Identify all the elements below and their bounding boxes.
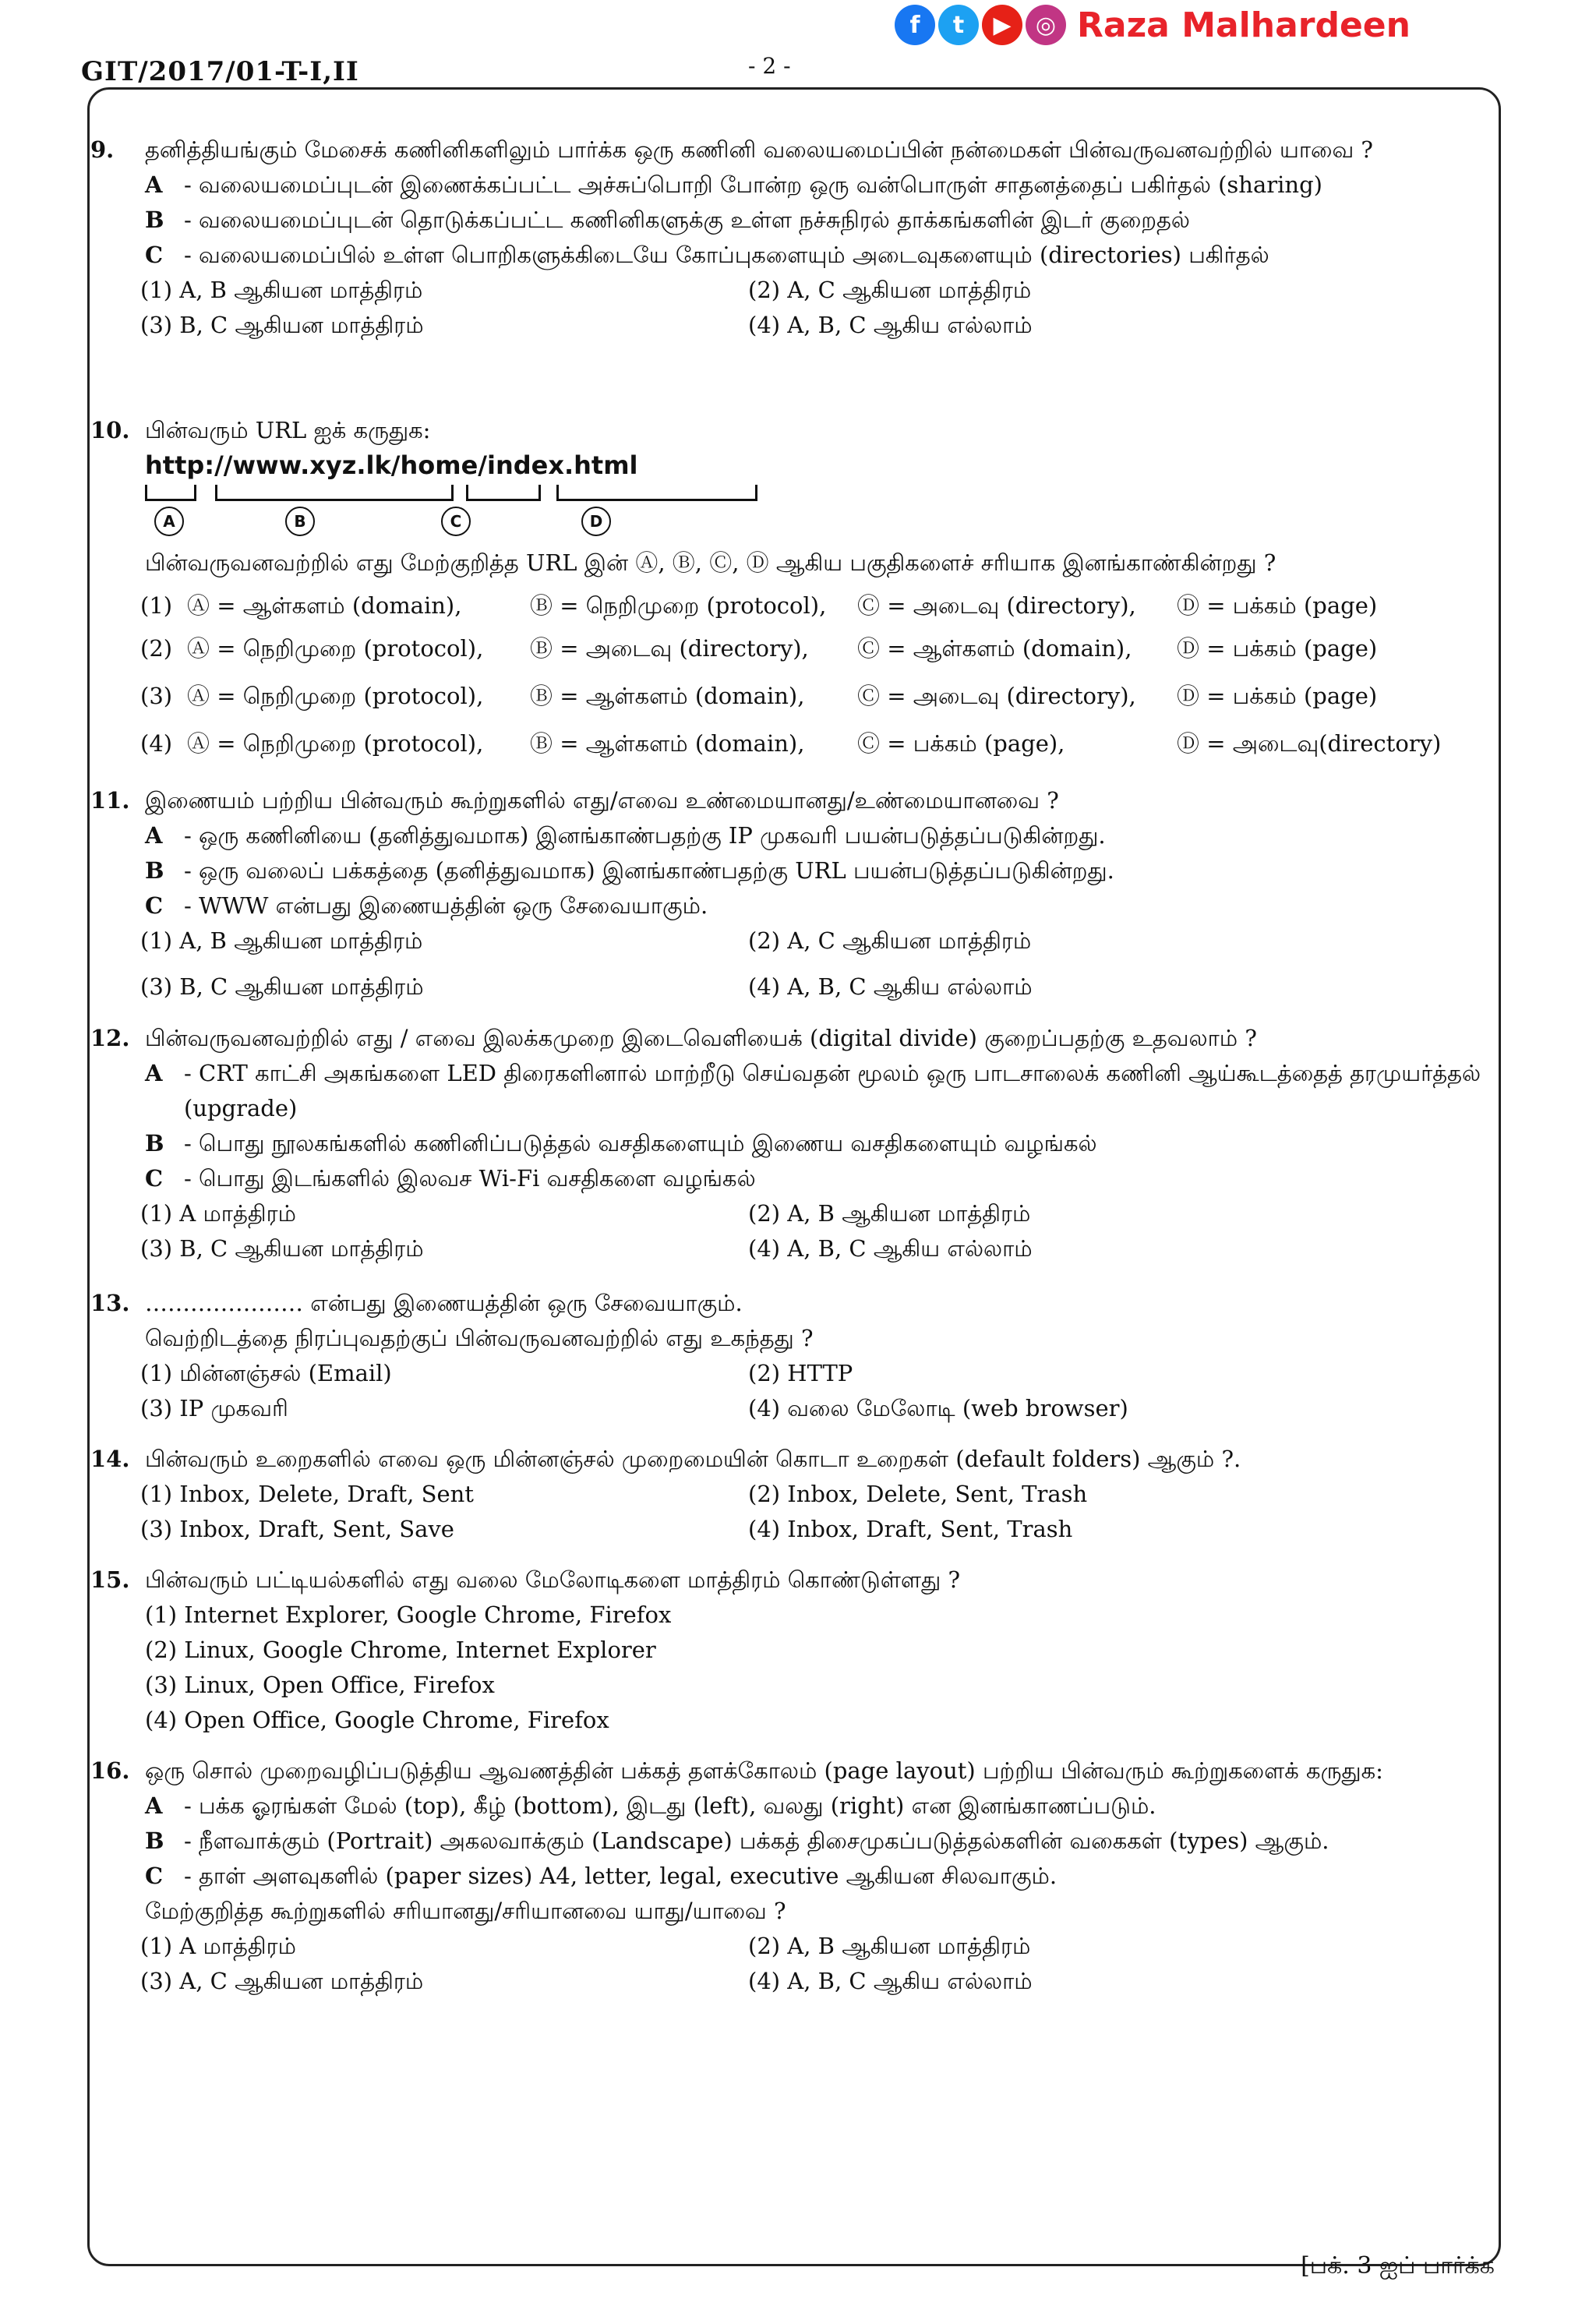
bracket-d [556, 485, 757, 501]
option-2: (2) A, B ஆகியன மாத்திரம் [748, 1933, 1031, 1959]
option-1: (1) A மாத்திரம் [140, 1200, 296, 1227]
option-1: (1) Ⓐ = ஆள்களம் (domain), Ⓑ = நெறிமுறை (protocol), Ⓒ = அடைவு (directory), Ⓓ = பக்கம் (page) [140, 592, 1378, 619]
question-number: 11. [90, 787, 130, 814]
option-2: (2) Ⓐ = நெறிமுறை (protocol), Ⓑ = அடைவு (directory), Ⓒ = ஆள்களம் (domain), Ⓓ = பக்கம் (page) [140, 635, 1378, 662]
option-1: (1) Internet Explorer, Google Chrome, Firefox [145, 1601, 672, 1628]
brand-banner [895, 5, 1411, 45]
question-prompt: மேற்குறித்த கூற்றுகளில் சரியானது/சரியானவை யாது/யாவை ? [145, 1898, 786, 1924]
part-a-label: A [154, 507, 184, 536]
statement-b: B - ஒரு வலைப் பக்கத்தை (தனித்துவமாக) இனங்காண்பதற்கு URL பயன்படுத்தப்படுகின்றது. [145, 857, 1114, 884]
statement-b: B - பொது நூலகங்களில் கணினிப்படுத்தல் வசதிகளையும் இணைய வசதிகளையும் வழங்கல் [145, 1130, 1097, 1157]
question-text: பின்வரும் உறைகளில் எவை ஒரு மின்னஞ்சல் முறைமையின் கொடா உறைகள் (default folders) ஆகும் ?. [145, 1446, 1241, 1472]
bracket-a [145, 485, 196, 501]
question-10 [90, 413, 1485, 761]
option-2: (2) A, C ஆகியன மாத்திரம் [748, 277, 1032, 303]
question-text: ஒரு சொல் முறைவழிப்படுத்திய ஆவணத்தின் பக்கத் தளக்கோலம் (page layout) பற்றிய பின்வரும் கூற்றுகளைக் கருதுக: [145, 1757, 1383, 1784]
answer-options [90, 1598, 1485, 1738]
question-11 [90, 783, 1485, 1005]
statement-b: B - வலையமைப்புடன் தொடுக்கப்பட்ட கணினிகளுக்கு உள்ள நச்சுநிரல் தாக்கங்களின் இடர் குறைதல் [145, 207, 1190, 233]
instagram-icon: ◎ [1026, 5, 1066, 45]
statement-a: A - பக்க ஓரங்கள் மேல் (top), கீழ் (bottom), இடது (left), வலது (right) என இனங்காணப்படும். [145, 1792, 1156, 1819]
part-d-label: D [581, 507, 611, 536]
statement-b: B - நீளவாக்கும் (Portrait) அகலவாக்கும் (Landscape) பக்கத் திசைமுகப்படுத்தல்களின் வகைகள் (types) ஆகும். [145, 1827, 1329, 1854]
option-1: (1) A, B ஆகியன மாத்திரம் [140, 927, 423, 954]
answer-options [90, 273, 1485, 343]
url-part-brackets [145, 483, 1485, 546]
answer-options [90, 1929, 1485, 1999]
option-1: (1) மின்னஞ்சல் (Email) [140, 1360, 392, 1386]
option-3: (3) Linux, Open Office, Firefox [145, 1672, 495, 1698]
part-c-label: C [441, 507, 471, 536]
question-12 [90, 1021, 1485, 1266]
question-text: பின்வரும் URL ஐக் கருதுக: [145, 417, 431, 443]
question-text: பின்வருவனவற்றில் எது / எவை இலக்கமுறை இடைவெளியைக் (digital divide) குறைப்பதற்கு உதவலாம் ? [145, 1025, 1257, 1051]
option-3: (3) Inbox, Draft, Sent, Save [140, 1516, 454, 1542]
question-number: 15. [90, 1566, 130, 1593]
option-1: (1) A மாத்திரம் [140, 1933, 296, 1959]
question-15 [90, 1563, 1485, 1738]
question-text: இணையம் பற்றிய பின்வரும் கூற்றுகளில் எது/எவை உண்மையானது/உண்மையானவை ? [145, 787, 1059, 814]
question-number: 12. [90, 1025, 130, 1051]
option-2: (2) HTTP [748, 1360, 853, 1386]
option-3: (3) B, C ஆகியன மாத்திரம் [140, 973, 424, 1000]
question-number: 16. [90, 1757, 130, 1784]
brand-name: Raza Malhardeen [1077, 5, 1411, 45]
question-text: தனித்தியங்கும் மேசைக் கணினிகளிலும் பார்க்க ஒரு கணினி வலையமைப்பின் நன்மைகள் பின்வருவனவற்றில் யாவை ? [145, 136, 1373, 163]
youtube-icon: ▶ [982, 5, 1022, 45]
url-example: http://www.xyz.lk/home/index.html [145, 450, 638, 480]
part-b-label: B [285, 507, 315, 536]
question-14 [90, 1442, 1485, 1547]
question-text: ………………… என்பது இணையத்தின் ஒரு சேவையாகும். [145, 1290, 743, 1316]
statement-a: A - ஒரு கணினியை (தனித்துவமாக) இனங்காண்பதற்கு IP முகவரி பயன்படுத்தப்படுகின்றது. [145, 822, 1106, 849]
twitter-icon: t [938, 5, 979, 45]
option-4: (4) வலை மேலோடி (web browser) [748, 1395, 1128, 1421]
statement-a: A - வலையமைப்புடன் இணைக்கப்பட்ட அச்சுப்பொறி போன்ற ஒரு வன்பொருள் சாதனத்தைப் பகிர்தல் (sharing) [145, 171, 1322, 198]
question-number: 9. [90, 136, 115, 163]
answer-options [90, 1477, 1485, 1547]
answer-options [90, 923, 1485, 1005]
option-2: (2) A, B ஆகியன மாத்திரம் [748, 1200, 1031, 1227]
answer-options [90, 1356, 1485, 1426]
question-text: பின்வரும் பட்டியல்களில் எது வலை மேலோடிகளை மாத்திரம் கொண்டுள்ளது ? [145, 1566, 960, 1593]
continue-note: [பக். 3 ஐப் பார்க்க [1301, 2252, 1495, 2280]
paper-code: GIT/2017/01-T-I,II [81, 56, 359, 87]
option-2: (2) Linux, Google Chrome, Internet Explorer [145, 1637, 656, 1663]
statement-a: A - CRT காட்சி அகங்களை LED திரைகளினால் மாற்றீடு செய்வதன் மூலம் ஒரு பாடசாலைக் கணினி ஆய்கூடத்தைத் தரமுயர்த்தல் (upgrade) [145, 1060, 1481, 1121]
statement-c: C - வலையமைப்பில் உள்ள பொறிகளுக்கிடையே கோப்புகளையும் அடைவுகளையும் (directories) பகிர்தல் [145, 242, 1269, 268]
option-3: (3) Ⓐ = நெறிமுறை (protocol), Ⓑ = ஆள்களம் (domain), Ⓒ = அடைவு (directory), Ⓓ = பக்கம் (page) [140, 683, 1378, 709]
question-number: 13. [90, 1290, 130, 1316]
option-2: (2) A, C ஆகியன மாத்திரம் [748, 927, 1032, 954]
option-2: (2) Inbox, Delete, Sent, Trash [748, 1481, 1088, 1507]
option-3: (3) B, C ஆகியன மாத்திரம் [140, 312, 424, 338]
question-prompt: பின்வருவனவற்றில் எது மேற்குறித்த URL இன் Ⓐ, Ⓑ, Ⓒ, Ⓓ ஆகிய பகுதிகளைச் சரியாக இனங்காண்கின்றது ? [145, 549, 1276, 576]
option-4: (4) Inbox, Draft, Sent, Trash [748, 1516, 1073, 1542]
question-prompt: வெற்றிடத்தை நிரப்புவதற்குப் பின்வருவனவற்றில் எது உகந்தது ? [145, 1325, 814, 1351]
option-4: (4) Open Office, Google Chrome, Firefox [145, 1707, 609, 1733]
facebook-icon: f [895, 5, 935, 45]
question-number: 14. [90, 1446, 130, 1472]
page-number: - 2 - [748, 53, 791, 79]
statement-c: C - WWW என்பது இணையத்தின் ஒரு சேவையாகும். [145, 892, 708, 919]
option-3: (3) B, C ஆகியன மாத்திரம் [140, 1235, 424, 1262]
statement-c: C - தாள் அளவுகளில் (paper sizes) A4, letter, legal, executive ஆகியன சிலவாகும். [145, 1863, 1058, 1889]
question-13 [90, 1286, 1485, 1426]
question-number: 10. [90, 417, 130, 443]
question-9 [90, 132, 1485, 343]
question-16 [90, 1753, 1485, 1999]
option-3: (3) IP முகவரி [140, 1395, 288, 1421]
option-3: (3) A, C ஆகியன மாத்திரம் [140, 1968, 424, 1994]
option-1: (1) A, B ஆகியன மாத்திரம் [140, 277, 423, 303]
option-4: (4) A, B, C ஆகிய எல்லாம் [748, 1235, 1033, 1262]
statement-c: C - பொது இடங்களில் இலவச Wi-Fi வசதிகளை வழங்கல் [145, 1165, 756, 1192]
answer-options [90, 1196, 1485, 1266]
option-4: (4) Ⓐ = நெறிமுறை (protocol), Ⓑ = ஆள்களம் (domain), Ⓒ = பக்கம் (page), Ⓓ = அடைவு(directory) [140, 730, 1442, 757]
option-4: (4) A, B, C ஆகிய எல்லாம் [748, 973, 1033, 1000]
option-4: (4) A, B, C ஆகிய எல்லாம் [748, 1968, 1033, 1994]
bracket-b [215, 485, 454, 501]
option-1: (1) Inbox, Delete, Draft, Sent [140, 1481, 474, 1507]
option-4: (4) A, B, C ஆகிய எல்லாம் [748, 312, 1033, 338]
bracket-c [466, 485, 541, 501]
